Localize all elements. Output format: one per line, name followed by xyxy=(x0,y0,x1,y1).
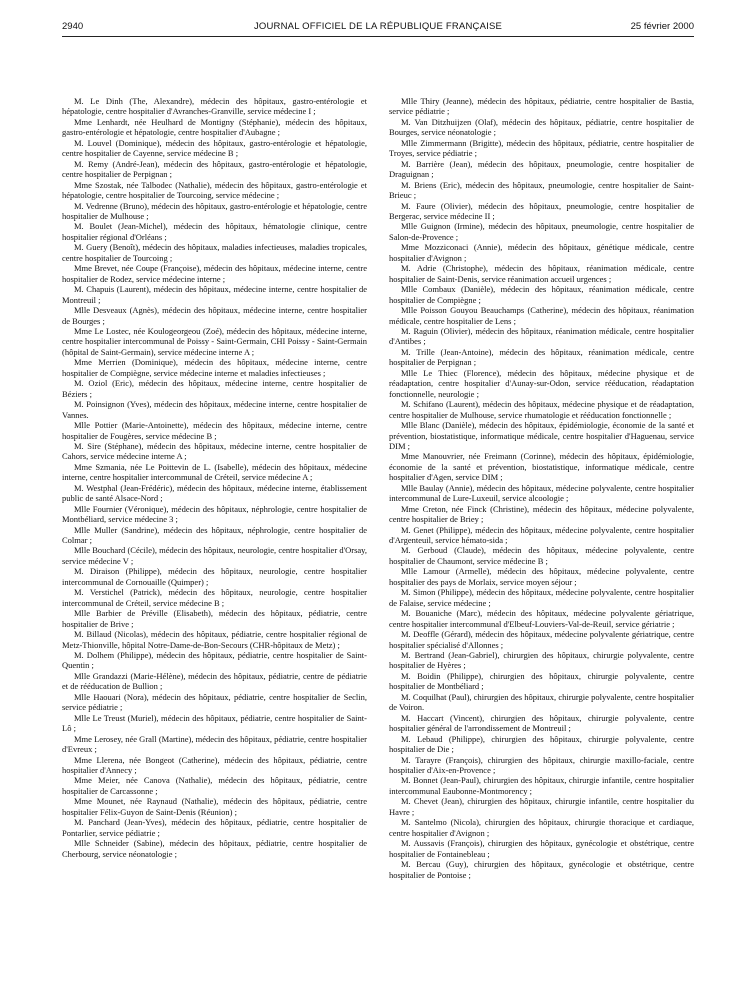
appointment-entry: Mme Mozziconaci (Annie), médecin des hôpitaux, génétique médicale, centre hospitalier d'Avignon ; xyxy=(389,242,694,263)
appointment-entry: Mlle Barbier de Préville (Elisabeth), médecin des hôpitaux, pédiatrie, centre hospitalier de Brive ; xyxy=(62,608,367,629)
appointment-entry: M. Poinsignon (Yves), médecin des hôpitaux, médecine interne, centre hospitalier de Vannes. xyxy=(62,399,367,420)
appointment-entry: M. Deoffle (Gérard), médecin des hôpitaux, médecine polyvalente gériatrique, centre hospitalier spécialisé d'Allonnes ; xyxy=(389,629,694,650)
appointment-entry: M. Gerboud (Claude), médecin des hôpitaux, médecine polyvalente, centre hospitalier de Chaumont, service médecine B ; xyxy=(389,545,694,566)
appointment-entry: Mme Lenhardt, née Heulhard de Montigny (Stéphanie), médecin des hôpitaux, gastro-entérologie et hépatologie, centre hospitalier d'Aubagne ; xyxy=(62,116,367,138)
appointment-entry: M. Santelmo (Nicola), chirurgien des hôpitaux, chirurgie thoracique et cardiaque, centre hospitalier d'Avignon ; xyxy=(389,817,694,838)
appointment-entry: M. Lebaud (Philippe), chirurgien des hôpitaux, chirurgie polyvalente, centre hospitalier de Die ; xyxy=(389,733,694,755)
appointment-entry: Mme Le Lostec, née Koulogeorgeou (Zoé), médecin des hôpitaux, médecine interne, centre hospitalier intercommunal de Poissy - Saint-Germain, CHI Poissy - Saint-Germain (hôpital de Saint-Germain), service médecine interne A ; xyxy=(62,325,367,357)
appointment-entry: M. Barrière (Jean), médecin des hôpitaux, pneumologie, centre hospitalier de Draguignan ; xyxy=(389,158,694,180)
appointment-entry: M. Chapuis (Laurent), médecin des hôpitaux, médecine interne, centre hospitalier de Montreuil ; xyxy=(62,284,367,305)
header-rule xyxy=(62,36,694,37)
appointment-entry: Mme Szostak, née Talbodec (Nathalie), médecin des hôpitaux, gastro-entérologie et hépatologie, centre hospitalier de Tourcoing, service médecine ; xyxy=(62,179,367,201)
appointment-entry: M. Bertrand (Jean-Gabriel), chirurgien des hôpitaux, chirurgie polyvalente, centre hospitalier de Hyères ; xyxy=(389,650,694,671)
appointment-entry: M. Bercau (Guy), chirurgien des hôpitaux, gynécologie et obstétrique, centre hospitalier de Pontoise ; xyxy=(389,859,694,880)
appointment-entry: M. Guery (Benoît), médecin des hôpitaux, maladies infectieuses, maladies tropicales, centre hospitalier de Tourcoing ; xyxy=(62,242,367,263)
appointment-entry: Mme Szmania, née Le Poittevin de L. (Isabelle), médecin des hôpitaux, médecine interne, centre hospitalier intercommunal de Créteil, service médecine A ; xyxy=(62,461,367,483)
appointment-entry: M. Faure (Olivier), médecin des hôpitaux, pneumologie, centre hospitalier de Bergerac, service médecine II ; xyxy=(389,200,694,221)
appointment-entry: M. Trille (Jean-Antoine), médecin des hôpitaux, réanimation médicale, centre hospitalier de Perpignan ; xyxy=(389,346,694,368)
appointment-entry: Mlle Blanc (Danièle), médecin des hôpitaux, épidémiologie, économie de la santé et prévention, biostatistique, informatique médicale, centre hospitalier d'Haguenau, service DIM ; xyxy=(389,420,694,451)
appointment-entry: Mlle Baulay (Annie), médecin des hôpitaux, médecine polyvalente, centre hospitalier intercommunal de Lure-Luxeuil, service alcoologie ; xyxy=(389,482,694,504)
appointment-entry: M. Simon (Philippe), médecin des hôpitaux, médecine polyvalente, centre hospitalier de Falaise, service médecine ; xyxy=(389,587,694,608)
appointment-entry: M. Raguin (Olivier), médecin des hôpitaux, réanimation médicale, centre hospitalier d'Antibes ; xyxy=(389,325,694,347)
appointment-entry: Mlle Fournier (Véronique), médecin des hôpitaux, néphrologie, centre hospitalier de Montbéliard, service médecine 3 ; xyxy=(62,503,367,525)
appointment-entry: M. Aussavis (François), chirurgien des hôpitaux, gynécologie et obstétrique, centre hospitalier de Fontainebleau ; xyxy=(389,838,694,859)
appointment-entry: M. Schifano (Laurent), médecin des hôpitaux, médecine physique et de réadaptation, centre hospitalier de Mulhouse, service rhumatologie et rééducation fonctionnelle ; xyxy=(389,399,694,420)
appointment-entry: Mlle Poisson Gouyou Beauchamps (Catherine), médecin des hôpitaux, réanimation médicale, centre hospitalier de Lens ; xyxy=(389,305,694,326)
appointment-entry: Mlle Le Thiec (Florence), médecin des hôpitaux, médecine physique et de réadaptation, centre hospitalier d'Aunay-sur-Odon, service rééducation, réadaptation fonctionnelle, neurologie ; xyxy=(389,367,694,399)
appointment-entry: Mlle Guignon (Irmine), médecin des hôpitaux, pneumologie, centre hospitalier de Salon-de-Provence ; xyxy=(389,221,694,242)
appointment-entry: Mme Creton, née Finck (Christine), médecin des hôpitaux, médecine polyvalente, centre hospitalier de Briey ; xyxy=(389,503,694,525)
appointment-entry: Mlle Lamour (Armelle), médecin des hôpitaux, médecine polyvalente, centre hospitalier des pays de Morlaix, service moyen séjour ; xyxy=(389,566,694,587)
page-header xyxy=(62,20,694,34)
appointment-entry: M. Genet (Philippe), médecin des hôpitaux, médecine polyvalente, centre hospitalier d'Argenteuil, service hémato-sida ; xyxy=(389,524,694,546)
appointment-entry: Mlle Zimmermann (Brigitte), médecin des hôpitaux, pédiatrie, centre hospitalier de Troyes, service pédiatrie ; xyxy=(389,137,694,159)
appointment-entry: M. Verstichel (Patrick), médecin des hôpitaux, neurologie, centre hospitalier intercommunal de Créteil, service médecine B ; xyxy=(62,587,367,608)
appointment-entry: Mlle Haouari (Nora), médecin des hôpitaux, pédiatrie, centre hospitalier de Seclin, service pédiatrie ; xyxy=(62,691,367,713)
appointment-entry: Mme Brevet, née Coupe (Françoise), médecin des hôpitaux, médecine interne, centre hospitalier de Rodez, service médecine interne ; xyxy=(62,263,367,284)
appointment-entry: M. Dolhem (Philippe), médecin des hôpitaux, pédiatrie, centre hospitalier de Saint-Quentin ; xyxy=(62,650,367,671)
appointment-entry: M. Haccart (Vincent), chirurgien des hôpitaux, chirurgie polyvalente, centre hospitalier général de l'arrondissement de Montreuil ; xyxy=(389,712,694,734)
appointment-entry: Mlle Desveaux (Agnès), médecin des hôpitaux, médecine interne, centre hospitalier de Bourges ; xyxy=(62,305,367,326)
appointment-entry: M. Louvel (Dominique), médecin des hôpitaux, gastro-entérologie et hépatologie, centre hospitalier de Cayenne, service médecine B ; xyxy=(62,137,367,159)
appointment-entry: M. Coquilhat (Paul), chirurgien des hôpitaux, chirurgie polyvalente, centre hospitalier de Voiron. xyxy=(389,691,694,713)
appointment-entry: Mlle Thiry (Jeanne), médecin des hôpitaux, pédiatrie, centre hospitalier de Bastia, service pédiatrie ; xyxy=(389,96,694,117)
left-column xyxy=(62,96,367,984)
appointment-entry: M. Sire (Stéphane), médecin des hôpitaux, médecine interne, centre hospitalier de Cahors, service médecine interne A ; xyxy=(62,440,367,462)
appointment-entry: Mme Meier, née Canova (Nathalie), médecin des hôpitaux, pédiatrie, centre hospitalier de Carcassonne ; xyxy=(62,775,367,796)
appointment-entry: M. Adrie (Christophe), médecin des hôpitaux, réanimation médicale, centre hospitalier de Saint-Denis, service réanimation accueil urgences ; xyxy=(389,263,694,284)
appointment-entry: Mme Llerena, née Bongeot (Catherine), médecin des hôpitaux, pédiatrie, centre hospitalier d'Annecy ; xyxy=(62,754,367,775)
appointment-entry: M. Bonnet (Jean-Paul), chirurgien des hôpitaux, chirurgie infantile, centre hospitalier intercommunal Eaubonne-Montmorency ; xyxy=(389,775,694,796)
issue-date: 25 février 2000 xyxy=(630,21,694,32)
appointment-entry: Mlle Schneider (Sabine), médecin des hôpitaux, pédiatrie, centre hospitalier de Cherbourg, service néonatologie ; xyxy=(62,838,367,859)
appointment-entry: Mlle Pottier (Marie-Antoinette), médecin des hôpitaux, médecine interne, centre hospitalier de Fougères, service médecine B ; xyxy=(62,420,367,441)
appointment-entry: Mlle Bouchard (Cécile), médecin des hôpitaux, neurologie, centre hospitalier d'Orsay, service médecine V ; xyxy=(62,545,367,566)
appointment-entry: Mlle Le Treust (Muriel), médecin des hôpitaux, pédiatrie, centre hospitalier de Saint-Lô ; xyxy=(62,712,367,734)
appointment-entry: Mme Manouvrier, née Freimann (Corinne), médecin des hôpitaux, épidémiologie, économie de la santé et prévention, biostatistique, informatique médicale, centre hospitalier d'Agen, service DIM ; xyxy=(389,451,694,483)
appointment-entry: M. Boulet (Jean-Michel), médecin des hôpitaux, hématologie clinique, centre hospitalier régional d'Orléans ; xyxy=(62,221,367,242)
appointment-entry: M. Le Dinh (The, Alexandre), médecin des hôpitaux, gastro-entérologie et hépatologie, centre hospitalier d'Avranches-Granville, service médecine I ; xyxy=(62,96,367,117)
appointment-entry: Mme Mounet, née Raynaud (Nathalie), médecin des hôpitaux, pédiatrie, centre hospitalier Félix-Guyon de Saint-Denis (Réunion) ; xyxy=(62,796,367,817)
appointment-entry: M. Remy (André-Jean), médecin des hôpitaux, gastro-entérologie et hépatologie, centre hospitalier de Perpignan ; xyxy=(62,158,367,180)
appointment-entry: Mme Merrien (Dominique), médecin des hôpitaux, médecine interne, centre hospitalier de Compiègne, service médecine interne et maladies infectieuses ; xyxy=(62,357,367,378)
appointment-entry: M. Briens (Eric), médecin des hôpitaux, pneumologie, centre hospitalier de Saint-Brieuc ; xyxy=(389,179,694,201)
appointment-entry: Mlle Grandazzi (Marie-Hélène), médecin des hôpitaux, pédiatrie, centre de pédiatrie et de rééducation de Bullion ; xyxy=(62,670,367,692)
appointment-entry: M. Bouaniche (Marc), médecin des hôpitaux, médecine polyvalente gériatrique, centre hospitalier intercommunal d'Elbeuf-Louviers-Val-de-Reuil, service gériatrie ; xyxy=(389,608,694,629)
appointment-entry: M. Tarayre (François), chirurgien des hôpitaux, chirurgie maxillo-faciale, centre hospitalier d'Aix-en-Provence ; xyxy=(389,754,694,775)
appointment-entry: M. Chevet (Jean), chirurgien des hôpitaux, chirurgie infantile, centre hospitalier du Havre ; xyxy=(389,796,694,817)
appointment-entry: M. Oziol (Eric), médecin des hôpitaux, médecine interne, centre hospitalier de Béziers ; xyxy=(62,378,367,399)
appointment-entry: Mlle Muller (Sandrine), médecin des hôpitaux, néphrologie, centre hospitalier de Colmar ; xyxy=(62,524,367,546)
appointment-entry: Mme Lerosey, née Grall (Martine), médecin des hôpitaux, pédiatrie, centre hospitalier d'Evreux ; xyxy=(62,733,367,755)
appointment-entry: M. Diraison (Philippe), médecin des hôpitaux, neurologie, centre hospitalier intercommunal de Cornouaille (Quimper) ; xyxy=(62,566,367,587)
appointment-entry: M. Westphal (Jean-Frédéric), médecin des hôpitaux, médecine interne, établissement public de santé Alsace-Nord ; xyxy=(62,482,367,504)
appointment-entry: M. Vedrenne (Bruno), médecin des hôpitaux, gastro-entérologie et hépatologie, centre hospitalier de Mulhouse ; xyxy=(62,200,367,221)
appointment-entry: M. Panchard (Jean-Yves), médecin des hôpitaux, pédiatrie, centre hospitalier de Pontarlier, service pédiatrie ; xyxy=(62,817,367,838)
appointment-entry: M. Van Ditzhuijzen (Olaf), médecin des hôpitaux, pédiatrie, centre hospitalier de Bourges, service néonatologie ; xyxy=(389,116,694,138)
journal-title: JOURNAL OFFICIEL DE LA RÉPUBLIQUE FRANÇAISE xyxy=(253,21,503,32)
appointment-entry: Mlle Combaux (Danièle), médecin des hôpitaux, réanimation médicale, centre hospitalier de Compiègne ; xyxy=(389,284,694,305)
appointment-entry: M. Billaud (Nicolas), médecin des hôpitaux, pédiatrie, centre hospitalier régional de Metz-Thionville, hôpital Notre-Dame-de-Bon-Secours (CHR-hôpitaux de Metz) ; xyxy=(62,629,367,650)
appointment-entry: M. Boidin (Philippe), chirurgien des hôpitaux, chirurgie polyvalente, centre hospitalier de Montbéliard ; xyxy=(389,670,694,692)
right-column xyxy=(389,96,694,984)
page-number: 2940 xyxy=(62,21,84,32)
